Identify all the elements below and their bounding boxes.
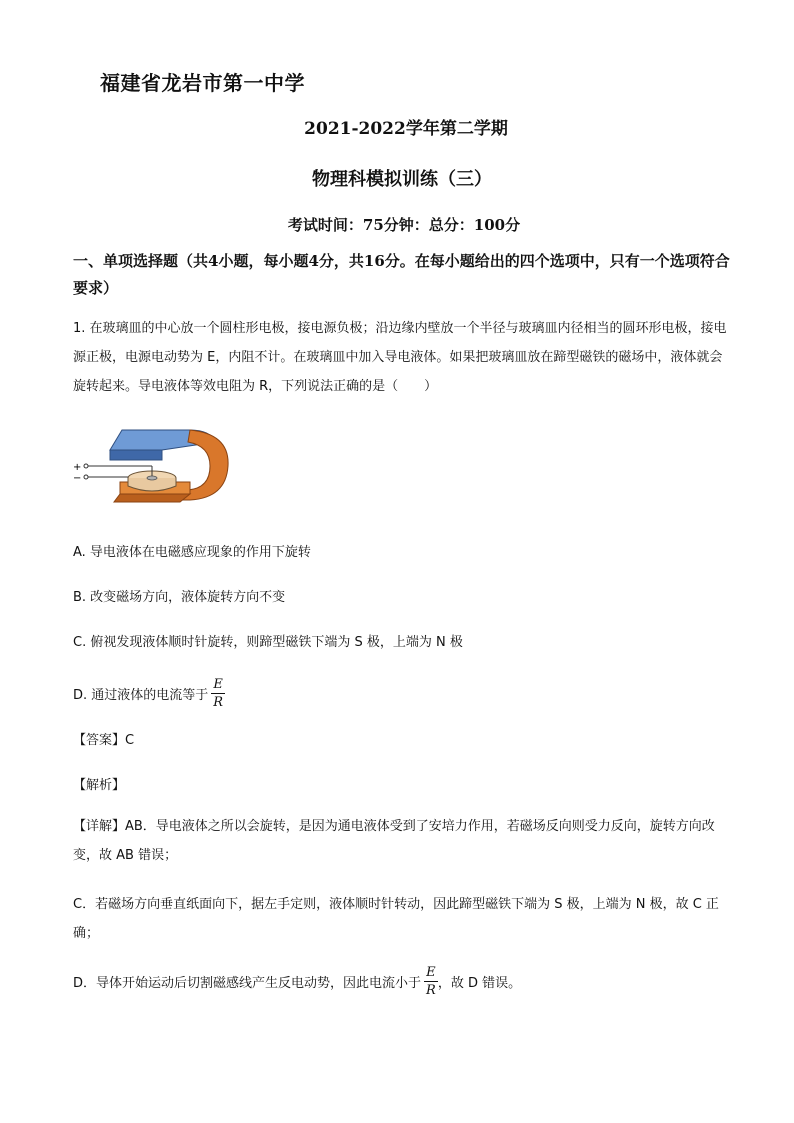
fraction-denominator: R bbox=[213, 695, 224, 710]
school-name: 福建省龙岩市第一中学 bbox=[100, 71, 305, 95]
analysis-label: 【解析】 bbox=[73, 778, 126, 793]
option-c: C. 俯视发现液体顺时针旋转，则蹄型磁铁下端为 S 极，上端为 N 极 bbox=[73, 635, 463, 650]
question-stem: 1. 在玻璃皿的中心放一个圆柱形电极，接电源负极；沿边缘内壁放一个半径与玻璃皿内径相当的圆环形电极，接电源正极，电源电动势为 E，内阻不计。在玻璃皿中加入导电液体。如果把玻璃皿放在蹄型磁铁的磁场中，液体就会旋转起来。导电液体等效电阻为 R，下列说法正确的是（ ） bbox=[73, 321, 727, 394]
horseshoe-magnet-illustration bbox=[70, 420, 230, 510]
fraction-denominator: R bbox=[426, 983, 436, 998]
option-d-text: D. 通过液体的电流等于 bbox=[73, 688, 209, 703]
option-a: A. 导电液体在电磁感应现象的作用下旋转 bbox=[73, 545, 311, 560]
plus-terminal-label: + bbox=[73, 462, 82, 473]
fraction-numerator: E bbox=[213, 677, 223, 692]
detail-c: C．若磁场方向垂直纸面向下，据左手定则，液体顺时针转动，因此蹄型磁铁下端为 S 极，上端为 N 极，故 C 正确； bbox=[73, 897, 719, 941]
fraction-e-over-r-detail bbox=[424, 965, 438, 998]
school-year: 2021-2022学年第二学期 bbox=[304, 119, 508, 139]
fraction-e-over-r bbox=[211, 677, 225, 710]
detail-d bbox=[73, 965, 521, 998]
detail-d-suffix: ，故 D 错误。 bbox=[437, 976, 522, 991]
detail-d-text: D．导体开始运动后切割磁感线产生反电动势，因此电流小于 bbox=[73, 976, 422, 991]
section-heading: 一、单项选择题（共4小题，每小题4分，共16分。在每小题给出的四个选项中，只有一个选项符合要求） bbox=[73, 252, 730, 297]
exam-title: 物理科模拟训练（三） bbox=[312, 169, 492, 190]
minus-terminal-label: − bbox=[73, 473, 82, 484]
answer-line: 【答案】C bbox=[73, 733, 135, 748]
magnet-diagram bbox=[70, 420, 230, 510]
fraction-numerator: E bbox=[426, 965, 436, 980]
option-b: B. 改变磁场方向，液体旋转方向不变 bbox=[73, 590, 286, 605]
exam-info: 考试时间：75分钟：总分：100分 bbox=[287, 216, 521, 234]
option-d bbox=[73, 677, 225, 710]
detail-ab: 【详解】AB．导电液体之所以会旋转，是因为通电液体受到了安培力作用，若磁场反向则受力反向，旋转方向改变，故 AB 错误； bbox=[73, 819, 715, 863]
